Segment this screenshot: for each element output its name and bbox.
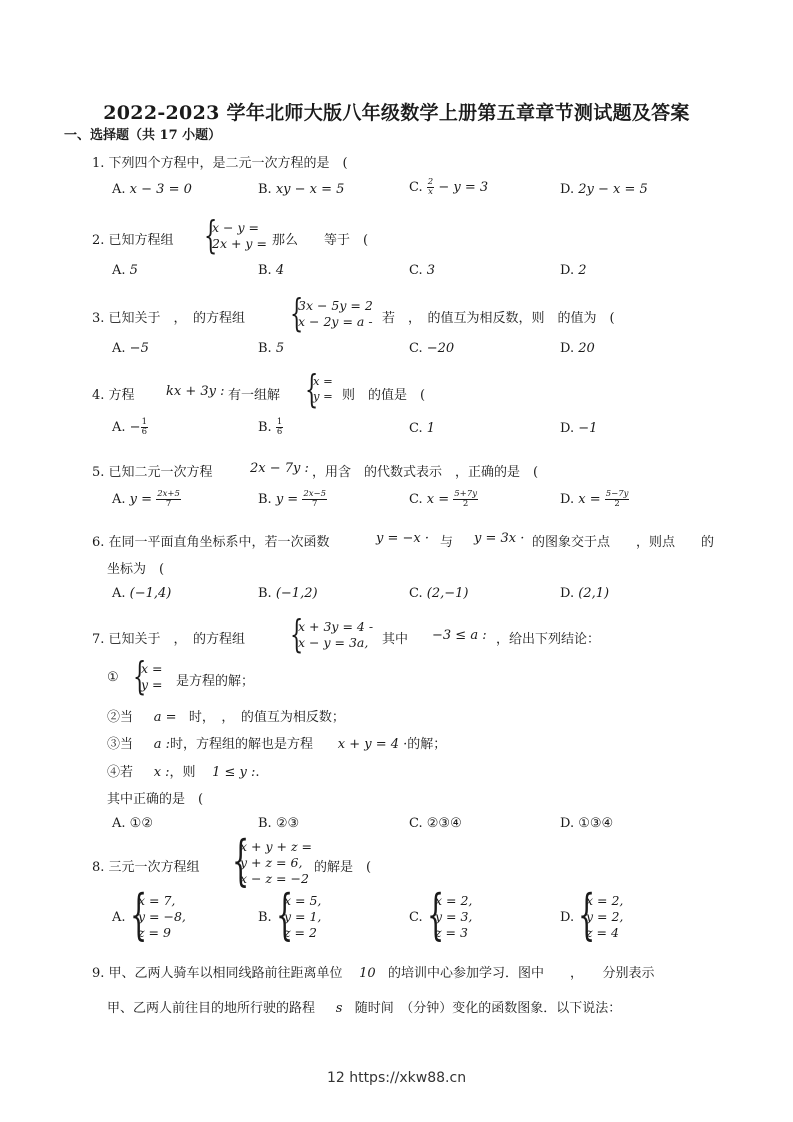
q4-brace: {: [305, 367, 319, 411]
q4-option-c: C. 1: [409, 421, 436, 436]
q1-option-d: D. 2y − x = 5: [560, 182, 648, 197]
q7-conclusion-2: ②当 a = 时， ， 的值互为相反数；: [107, 710, 345, 725]
q3-option-b: B. 5: [258, 341, 285, 356]
q6-tail: 的图象交于点 ，则点 的: [532, 535, 715, 550]
q5-option-b: B. y = $\frac{2x-5}{7}$: [258, 489, 327, 509]
q3-brace: {: [290, 291, 304, 335]
q6-equation-1: y = −x ·: [376, 531, 429, 546]
q6-option-a: A. (−1,4): [112, 586, 172, 601]
q2-option-b: B. 4: [258, 263, 285, 278]
q3-option-a: A. −5: [112, 341, 149, 356]
q7-condition: −3 ≤ a :: [432, 628, 487, 643]
question-8-text: 8. 三元一次方程组: [92, 860, 200, 875]
q8-option-b: x = 5, y = 1, z = 2: [284, 893, 322, 940]
q8-option-c-label: C.: [409, 910, 423, 925]
q4-solution-system: x = y =: [313, 374, 333, 403]
q4-tail: 则 的值是 (: [342, 388, 426, 403]
q7-c1-brace: {: [133, 654, 147, 698]
q7-conclusion-4: ④若 x :，则 1 ≤ y :.: [107, 765, 260, 780]
question-9-line1: 9. 甲、乙两人骑车以相同线路前往距离单位 10 的培训中心参加学习．图中 ， 分别表示: [92, 966, 655, 981]
q1-option-a: A. x − 3 = 0: [112, 182, 192, 197]
question-4-text: 4. 方程: [92, 388, 135, 403]
q2-brace: {: [204, 213, 218, 257]
question-2-text: 2. 已知方程组: [92, 233, 174, 248]
document-title: 2022-2023 学年北师大版八年级数学上册第五章章节测试题及答案: [103, 102, 690, 124]
q3-option-c: C. −20: [409, 341, 455, 356]
q8-option-a: x = 7, y = −8, z = 9: [138, 893, 186, 940]
q7-option-c: C. ②③④: [409, 816, 462, 831]
q7-option-d: D. ①③④: [560, 816, 614, 831]
q8-c-brace: {: [427, 883, 445, 946]
q3-equation-system: 3x − 5y = 2 x − 2y = a -: [298, 298, 373, 329]
q7-option-b: B. ②③: [258, 816, 300, 831]
q6-equation-2: y = 3x ·: [474, 531, 525, 546]
q6-option-d: D. (2,1): [560, 586, 610, 601]
q5-option-a: A. y = $\frac{2x+5}{7}$: [112, 489, 180, 509]
q2-option-d: D. 2: [560, 263, 587, 278]
q8-equation-system: x + y + z = y + z = 6, x − z = −2: [240, 839, 312, 886]
q3-option-d: D. 20: [560, 341, 595, 356]
question-5-text: 5. 已知二元一次方程: [92, 465, 213, 480]
q2-tail: 那么 等于 (: [272, 233, 369, 248]
q6-option-c: C. (2,−1): [409, 586, 469, 601]
q7-c1-system: x = y =: [141, 661, 163, 692]
q8-b-brace: {: [276, 883, 294, 946]
q8-a-brace: {: [130, 883, 148, 946]
q5-tail: ，用含 的代数式表示 ，正确的是 (: [312, 465, 539, 480]
section-heading: 一、选择题（共 17 小题）: [64, 128, 222, 143]
q8-option-d: x = 2, y = 2, z = 4: [586, 893, 624, 940]
q1-option-b: B. xy − x = 5: [258, 182, 345, 197]
page-footer: 12 https://xkw88.cn: [326, 1070, 467, 1086]
q2-option-a: A. 5: [112, 263, 138, 278]
question-6-line2: 坐标为 (: [107, 562, 165, 577]
q8-option-d-label: D.: [560, 910, 575, 925]
q6-option-b: B. (−1,2): [258, 586, 318, 601]
q5-equation: 2x − 7y :: [250, 461, 309, 476]
q7-which: 其中正确的是 (: [107, 792, 204, 807]
q1-option-c: C. $\frac{2}{x}$ − y = 3: [409, 177, 489, 197]
q5-option-c: C. x = $\frac{5+7y}{2}$: [409, 489, 478, 509]
q7-tail: ，给出下列结论：: [496, 632, 601, 647]
q8-brace: {: [232, 829, 250, 892]
q8-option-c: x = 2, y = 3, z = 3: [435, 893, 473, 940]
q4-option-d: D. −1: [560, 421, 598, 436]
q2-equation-system: x − y = 2x + y =: [212, 220, 267, 251]
q8-tail: 的解是 (: [314, 860, 372, 875]
q4-mid: 有一组解: [228, 388, 281, 403]
q8-d-brace: {: [578, 883, 596, 946]
q7-conclusion-1-text: 是方程的解；: [176, 674, 255, 689]
q6-mid: 与: [440, 535, 454, 550]
question-9-line2: 甲、乙两人前往目的地所行驶的路程 s 随时间 （分钟）变化的函数图象．以下说法：: [107, 1001, 622, 1016]
q3-tail: 若 ， 的值互为相反数，则 的值为 (: [382, 311, 615, 326]
question-1-text: 1. 下列四个方程中，是二元一次方程的是 (: [92, 156, 348, 171]
q7-option-a: A. ①②: [112, 816, 153, 831]
question-7-text: 7. 已知关于 ， 的方程组: [92, 632, 246, 647]
q4-option-b: B. $\frac{1}{6}$: [258, 417, 283, 437]
q7-conclusion-1-marker: ①: [107, 670, 119, 685]
q7-brace: {: [290, 612, 304, 656]
q7-mid: 其中: [382, 632, 409, 647]
q4-equation: kx + 3y :: [166, 384, 225, 399]
question-6-line1: 6. 在同一平面直角坐标系中，若一次函数: [92, 535, 330, 550]
question-3-text: 3. 已知关于 ， 的方程组: [92, 311, 246, 326]
q8-option-b-label: B.: [258, 910, 272, 925]
q5-option-d: D. x = $\frac{5-7y}{2}$: [560, 489, 629, 509]
q7-conclusion-3: ③当 a :时，方程组的解也是方程 x + y = 4 ·的解；: [107, 737, 447, 752]
q8-option-a-label: A.: [112, 910, 126, 925]
q2-option-c: C. 3: [409, 263, 436, 278]
q4-option-a: A. − $\frac{1}{6}$: [112, 417, 147, 437]
q7-equation-system: x + 3y = 4 - x − y = 3a,: [298, 619, 374, 650]
